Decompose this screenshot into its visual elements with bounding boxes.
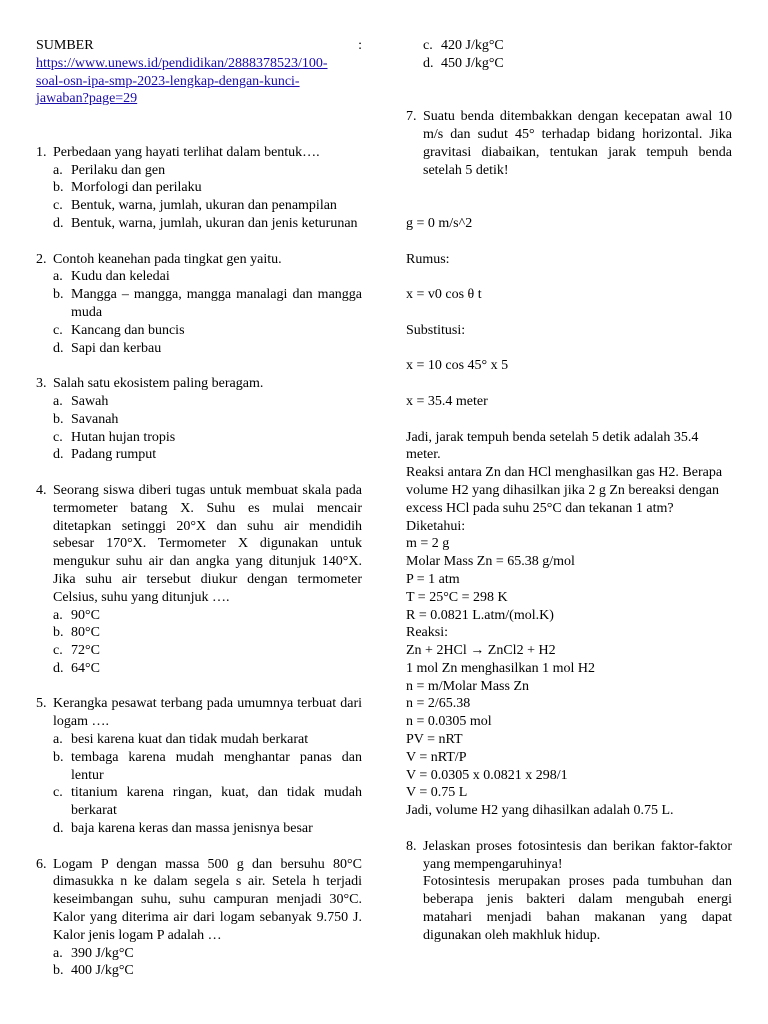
question-1 (36, 144, 362, 233)
question-number: 5. (36, 696, 47, 712)
option-item (53, 642, 362, 660)
solution-line: x = 35.4 meter (406, 393, 488, 409)
option-text: Padang rumput (71, 447, 157, 463)
question-text: Suatu benda ditembakkan dengan kecepatan awal 10 m/s dan sudut 45° terhadap bidang horizontal. Jika gravitasi diabaikan, tentukan jarak tempuh benda setelah 5 detik! (423, 109, 732, 178)
option-letter: a. (53, 393, 63, 409)
option-letter: c. (53, 322, 63, 338)
solution-conclusion: Jadi, jarak tempuh benda setelah 5 detik adalah 35.4 meter. (406, 429, 699, 463)
option-list (53, 162, 362, 233)
option-text: 390 J/kg°C (71, 945, 134, 961)
option-item (53, 446, 362, 464)
solution-line: x = 10 cos 45° x 5 (406, 358, 509, 374)
option-item (53, 945, 362, 963)
question-text: Seorang siswa diberi tugas untuk membuat skala pada termometer batang X. Suhu es mulai mencair ditetapkan setinggi 20°X dan suhu air mendidih sebesar 170°X. Termometer X digunakan untuk mengukur suhu air dan angka yang ditunjuk 140°X. Jika suhu air tersebut diukur dengan termometer Celsius, suhu yang ditunjuk …. (53, 482, 362, 605)
option-item (53, 215, 362, 233)
question-text: Jelaskan proses fotosintesis dan berikan faktor-faktor yang mempengaruhinya! (423, 838, 732, 872)
option-list (53, 393, 362, 464)
option-text: titanium karena ringan, kuat, dan tidak mudah berkarat (71, 785, 362, 819)
solution-line: Diketahui: (406, 518, 466, 534)
question-7 (406, 108, 732, 179)
option-item (53, 197, 362, 215)
option-letter: b. (53, 411, 64, 427)
option-text: Mangga – mangga, mangga manalagi dan mangga muda (71, 287, 362, 320)
option-text: Kancang dan buncis (71, 322, 185, 338)
question-3 (36, 375, 362, 464)
option-item (53, 340, 362, 358)
option-letter: d. (423, 55, 434, 71)
option-item (53, 429, 362, 447)
option-item (53, 411, 362, 429)
question-number: 4. (36, 482, 47, 498)
solution-line: P = 1 atm (406, 571, 460, 587)
option-letter: a. (53, 269, 63, 285)
question-number: 7. (406, 109, 417, 125)
option-list (53, 607, 362, 678)
option-list (53, 945, 362, 981)
option-item (53, 962, 362, 980)
question-number: 6. (36, 856, 47, 872)
option-text: Sawah (71, 393, 109, 409)
option-item (53, 784, 362, 820)
option-item (53, 660, 362, 678)
solution-line: n = 2/65.38 (406, 696, 471, 712)
solution-line: Zn + 2HCl → ZnCl2 + H2 (406, 643, 556, 659)
option-list (53, 268, 362, 357)
question-2 (36, 251, 362, 358)
option-item (53, 820, 362, 838)
option-letter: b. (53, 749, 64, 765)
question-text: Contoh keanehan pada tingkat gen yaitu. (53, 251, 282, 267)
option-letter: c. (53, 198, 63, 214)
solution-conclusion: Jadi, volume H2 yang dihasilkan adalah 0.75 L. (406, 803, 674, 819)
option-letter: b. (53, 287, 64, 303)
option-item (423, 37, 732, 55)
source-link[interactable] (36, 56, 328, 107)
option-letter: a. (53, 945, 63, 961)
solution-line: 1 mol Zn menghasilkan 1 mol H2 (406, 660, 595, 676)
solution-line: PV = nRT (406, 732, 463, 748)
question-text: Salah satu ekosistem paling beragam. (53, 376, 264, 392)
option-text: Sapi dan kerbau (71, 340, 162, 356)
solution-label: Rumus: (406, 251, 450, 267)
solution-line: R = 0.0821 L.atm/(mol.K) (406, 607, 554, 623)
source-header (36, 37, 362, 55)
problem-text: Reaksi antara Zn dan HCl menghasilkan gas H2. Berapa volume H2 yang dihasilkan jika 2 g Zn bereaksi dengan excess HCl pada suhu 25°C dan tekanan 1 atm? (406, 465, 723, 516)
solution-line: Reaksi: (406, 625, 448, 641)
option-text: Savanah (71, 411, 119, 427)
option-item (53, 749, 362, 785)
option-text: Morfologi dan perilaku (71, 180, 202, 196)
option-item (53, 179, 362, 197)
solution-line: x = v0 cos θ t (406, 287, 482, 303)
solution-line: m = 2 g (406, 536, 450, 552)
option-letter: c. (53, 643, 63, 659)
option-item (423, 55, 732, 73)
option-letter: a. (53, 607, 63, 623)
option-letter: b. (53, 625, 64, 641)
option-letter: d. (53, 340, 64, 356)
answer-text: Fotosintesis merupakan proses pada tumbuhan dan beberapa jenis bakteri dalam mengubah energi matahari menjadi bahan makanan yang dapat digunakan oleh makhluk hidup. (423, 874, 732, 943)
option-text: 400 J/kg°C (71, 963, 134, 979)
option-letter: d. (53, 821, 64, 837)
option-item (53, 393, 362, 411)
option-letter: a. (53, 162, 63, 178)
option-text: tembaga karena mudah menghantar panas dan lentur (71, 749, 362, 783)
option-letter: d. (53, 215, 64, 231)
solution-line: n = 0.0305 mol (406, 714, 492, 730)
question-text: Perbedaan yang hayati terlihat dalam bentuk…. (53, 144, 320, 160)
option-text: 72°C (71, 643, 100, 659)
option-item (53, 268, 362, 286)
option-letter: d. (53, 447, 64, 463)
right-column (406, 37, 732, 945)
option-text: 420 J/kg°C (441, 38, 504, 53)
option-letter: b. (53, 180, 64, 196)
question-text: Kerangka pesawat terbang pada umumnya terbuat dari logam …. (53, 696, 362, 730)
option-letter: c. (423, 38, 433, 53)
solution-line: T = 25°C = 298 K (406, 589, 508, 605)
option-letter: d. (53, 660, 64, 676)
option-text: Bentuk, warna, jumlah, ukuran dan penampilan (71, 198, 337, 214)
option-list (53, 731, 362, 838)
option-item (53, 624, 362, 642)
option-text: 80°C (71, 625, 100, 641)
option-letter: c. (53, 429, 63, 445)
option-letter: c. (53, 785, 63, 801)
solution-line: V = 0.0305 x 0.0821 x 298/1 (406, 767, 568, 783)
option-item (53, 322, 362, 340)
option-text: 450 J/kg°C (441, 55, 504, 71)
option-text: Bentuk, warna, jumlah, ukuran dan jenis keturunan (71, 215, 358, 231)
source-label: SUMBER (36, 38, 94, 53)
option-text: baja karena keras dan massa jenisnya besar (71, 821, 313, 837)
question-8 (406, 838, 732, 945)
option-text: Perilaku dan gen (71, 162, 166, 178)
option-text: besi karena kuat dan tidak mudah berkarat (71, 732, 309, 748)
source-link-line: https://www.unews.id/pendidikan/2888378523/100- (36, 55, 328, 71)
question-text: Logam P dengan massa 500 g dan bersuhu 80°C dimasukka n ke dalam segela s air. Setela h terjadi keseimbangan suhu, suhu campuran menjadi 30°C. Kalor yang diterima air dari logam sebanyak 9.750 J. Kalor jenis logam P adalah … (53, 856, 362, 943)
source-link-line: soal-osn-ipa-smp-2023-lengkap-dengan-kunci- (36, 73, 300, 89)
option-text: 64°C (71, 660, 100, 676)
question-4 (36, 482, 362, 678)
question-number: 1. (36, 144, 47, 160)
solution-line: n = m/Molar Mass Zn (406, 678, 529, 694)
solution-label: Substitusi: (406, 322, 466, 338)
question-number: 8. (406, 838, 417, 854)
option-letter: a. (53, 732, 63, 748)
left-column (36, 37, 362, 980)
option-text: Kudu dan keledai (71, 269, 170, 285)
solution-line: V = 0.75 L (406, 785, 468, 801)
option-text: 90°C (71, 607, 100, 623)
question-number: 3. (36, 376, 47, 392)
solution-line: g = 0 m/s^2 (406, 215, 473, 231)
zn-problem (406, 464, 732, 820)
option-item (53, 286, 362, 322)
question-5 (36, 695, 362, 837)
option-text: Hutan hujan tropis (71, 429, 176, 445)
question-6 (36, 856, 362, 981)
source-link-line: jawaban?page=29 (36, 91, 138, 107)
option-item (53, 162, 362, 180)
question-number: 2. (36, 251, 47, 267)
solution-line: V = nRT/P (406, 749, 467, 765)
option-item (53, 731, 362, 749)
option-item (53, 607, 362, 625)
option-list (423, 37, 732, 73)
option-letter: b. (53, 963, 64, 979)
source-colon: : (358, 38, 362, 53)
solution-line: Molar Mass Zn = 65.38 g/mol (406, 554, 575, 570)
